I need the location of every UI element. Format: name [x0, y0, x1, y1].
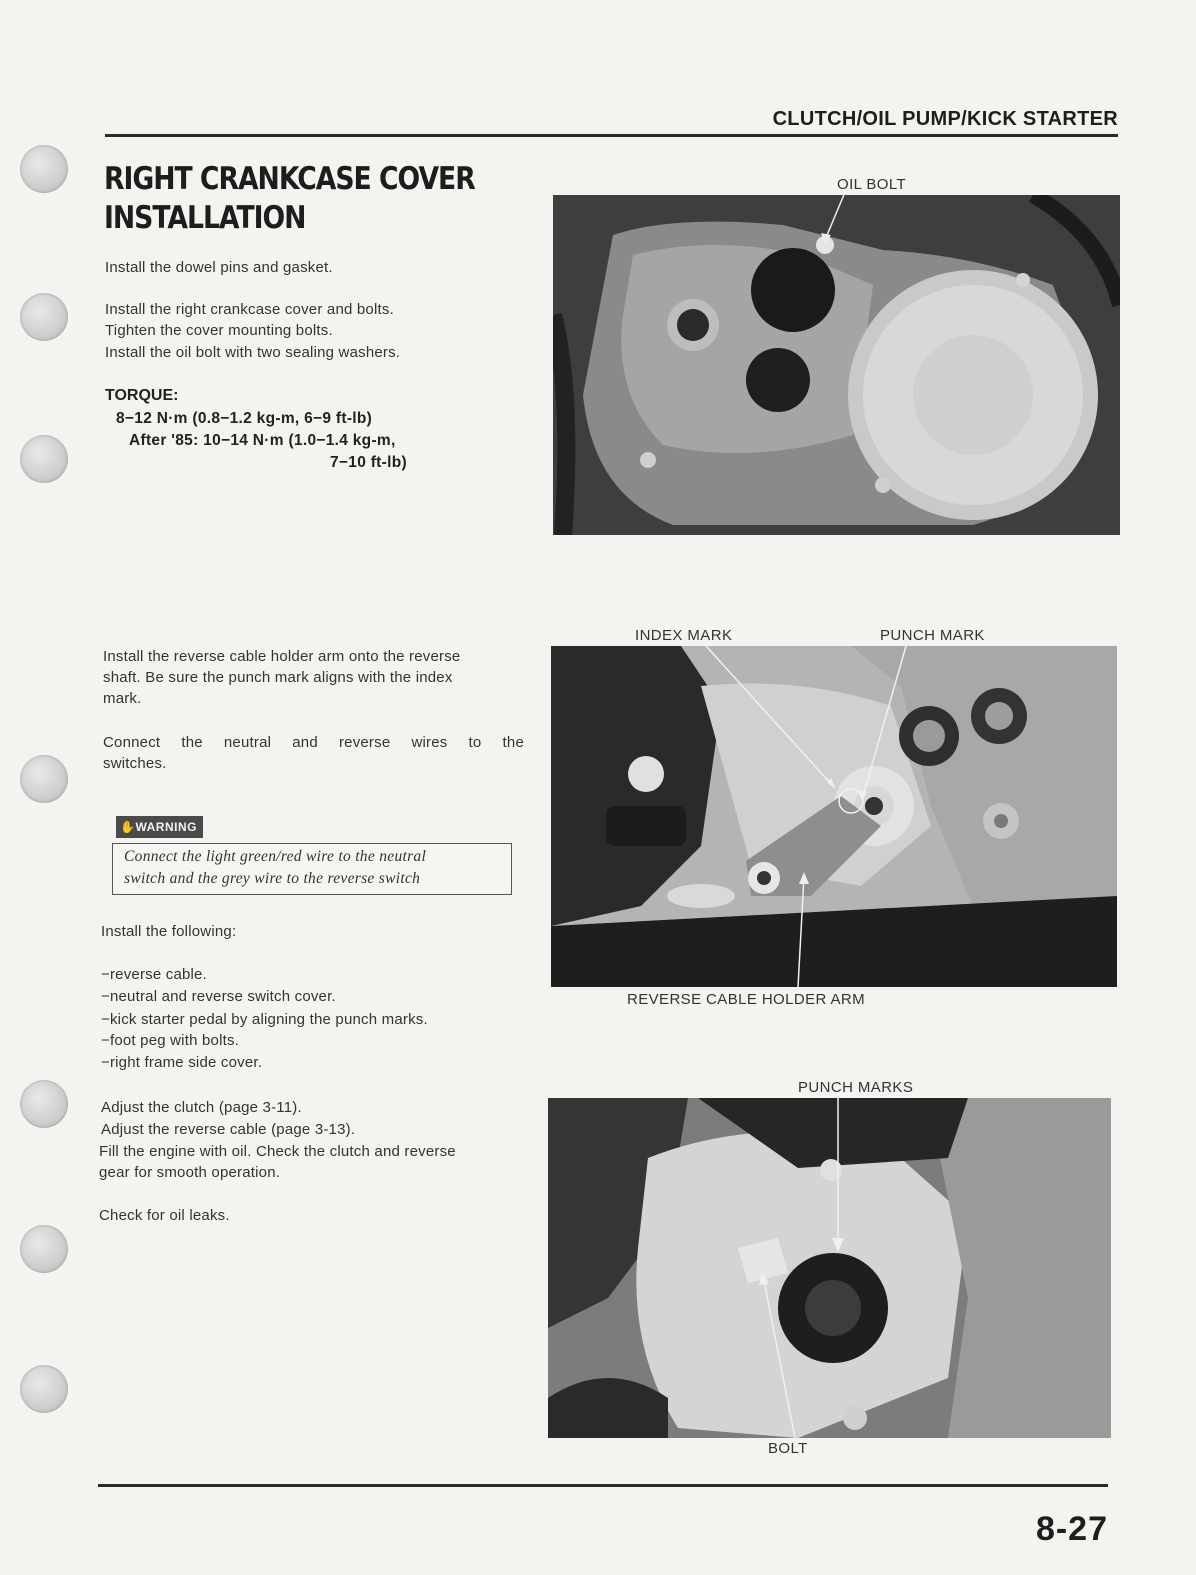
punch-marks-label: PUNCH MARKS: [798, 1079, 914, 1096]
holder-arm-line-3: mark.: [103, 690, 142, 707]
binder-hole: [20, 755, 68, 803]
install-list-item: −kick starter pedal by aligning the punch marks.: [101, 1011, 428, 1028]
warning-label: ✋WARNING: [116, 816, 203, 838]
warning-text: Connect the light green/red wire to the neutral switch and the grey wire to the reverse switch: [124, 848, 427, 887]
page-number: 8-27: [1035, 1510, 1108, 1548]
step-install-cover: Install the right crankcase cover and bolts.: [105, 301, 394, 318]
crankcase-cover-photo: [553, 195, 1120, 535]
adjust-clutch: Adjust the clutch (page 3-11).: [101, 1099, 302, 1116]
header-rule: [105, 134, 1118, 137]
reverse-cable-holder-arm-label: REVERSE CABLE HOLDER ARM: [627, 991, 865, 1008]
fill-oil-line-2: gear for smooth operation.: [99, 1164, 281, 1181]
punch-mark-label: PUNCH MARK: [880, 627, 985, 644]
binder-hole: [20, 1365, 68, 1413]
binder-hole: [20, 1225, 68, 1273]
torque-spec-1: 8−12 N·m (0.8−1.2 kg-m, 6−9 ft-lb): [116, 410, 373, 427]
step-tighten-bolts: Tighten the cover mounting bolts.: [105, 322, 333, 339]
holder-arm-line-1: Install the reverse cable holder arm onto the reverse: [103, 648, 461, 665]
heading-line-2: INSTALLATION: [104, 200, 306, 236]
torque-spec-2: After '85: 10−14 N·m (1.0−1.4 kg-m,: [129, 432, 396, 449]
bolt-label: BOLT: [768, 1440, 808, 1457]
warning-hand-icon: ✋: [120, 820, 136, 834]
install-list-item: −neutral and reverse switch cover.: [101, 988, 336, 1005]
footer-rule: [98, 1484, 1108, 1487]
kick-starter-illustration: [548, 1098, 1111, 1438]
oil-bolt-label: OIL BOLT: [837, 176, 907, 193]
kick-starter-photo: [548, 1098, 1111, 1438]
holder-arm-line-2: shaft. Be sure the punch mark aligns with the index: [103, 669, 453, 686]
check-oil-leaks: Check for oil leaks.: [99, 1207, 230, 1224]
step-dowel-pins: Install the dowel pins and gasket.: [105, 259, 333, 276]
install-list-intro: Install the following:: [101, 923, 237, 940]
page-heading: [104, 160, 475, 238]
crankcase-cover-illustration: [553, 195, 1120, 535]
binder-hole: [20, 145, 68, 193]
binder-hole: [20, 293, 68, 341]
torque-spec-3: 7−10 ft-lb): [330, 454, 407, 471]
index-mark-label: INDEX MARK: [635, 627, 733, 644]
reverse-holder-arm-photo: [551, 646, 1117, 987]
install-list-item: −reverse cable.: [101, 966, 207, 983]
heading-line-1: RIGHT CRANKCASE COVER: [104, 161, 475, 197]
wires-line-2: switches.: [103, 755, 167, 772]
section-title: CLUTCH/OIL PUMP/KICK STARTER: [772, 108, 1118, 130]
binder-hole: [20, 435, 68, 483]
step-oil-bolt: Install the oil bolt with two sealing washers.: [105, 344, 401, 361]
install-list-item: −foot peg with bolts.: [101, 1032, 240, 1049]
adjust-reverse-cable: Adjust the reverse cable (page 3-13).: [101, 1121, 356, 1138]
wires-line-1: Connect the neutral and reverse wires to the: [103, 734, 524, 751]
fill-oil-line-1: Fill the engine with oil. Check the clutch and reverse: [99, 1143, 456, 1160]
reverse-holder-arm-illustration: [551, 646, 1117, 987]
install-list-item: −right frame side cover.: [101, 1054, 263, 1071]
torque-label: TORQUE:: [105, 387, 179, 404]
binder-hole: [20, 1080, 68, 1128]
